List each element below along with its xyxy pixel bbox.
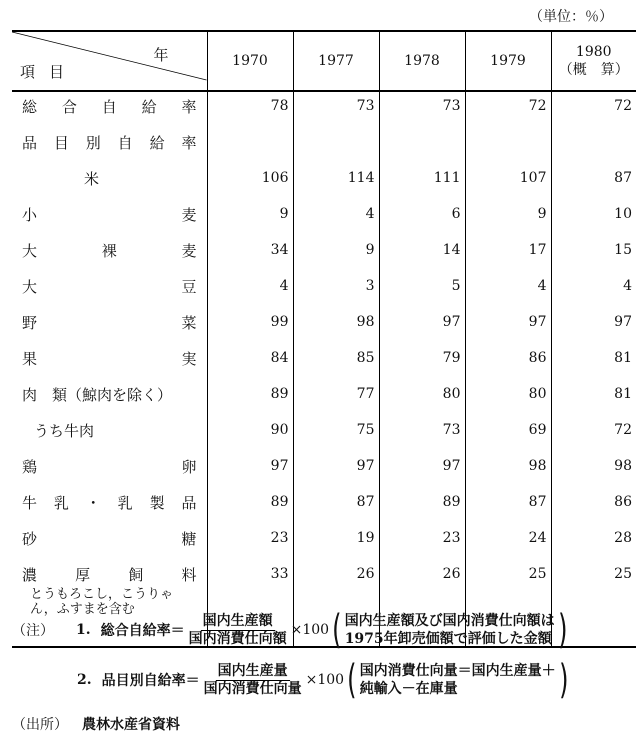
value-cell: 72: [551, 91, 636, 128]
value-cell: 77: [293, 380, 379, 416]
source-label: （出所）: [12, 717, 68, 733]
unit-label: （単位：％）: [529, 9, 613, 25]
value-cell: 89: [379, 488, 465, 524]
value-cell: 69: [465, 416, 551, 452]
value-cell: [207, 128, 293, 164]
row-note: とうもろこし，こうりゃん，ふすまを含む: [30, 587, 174, 617]
value-cell: 87: [293, 488, 379, 524]
value-cell: 98: [551, 452, 636, 488]
table-row: [12, 488, 636, 524]
row-label: 総 合 自 給 率: [22, 98, 197, 116]
value-cell: 97: [551, 308, 636, 344]
value-cell: 26: [293, 560, 379, 647]
value-cell: 4: [551, 272, 636, 308]
value-cell: 23: [379, 524, 465, 560]
table-row: [12, 272, 636, 308]
source-text: 農林水産省資料: [82, 717, 180, 733]
value-cell: 73: [293, 91, 379, 128]
table-row: [12, 164, 636, 200]
year-header: 1980 （概 算）: [551, 31, 636, 91]
value-cell: 81: [551, 344, 636, 380]
value-cell: 80: [379, 380, 465, 416]
value-cell: 84: [207, 344, 293, 380]
value-cell: 6: [379, 200, 465, 236]
value-cell: 79: [379, 344, 465, 380]
row-label: 果 実: [22, 350, 197, 368]
table-row: [12, 380, 636, 416]
value-cell: 10: [551, 200, 636, 236]
value-cell: 107: [465, 164, 551, 200]
value-cell: 72: [551, 416, 636, 452]
value-cell: 97: [293, 452, 379, 488]
value-cell: 89: [207, 380, 293, 416]
value-cell: 80: [465, 380, 551, 416]
value-cell: 4: [465, 272, 551, 308]
value-cell: 23: [207, 524, 293, 560]
value-cell: 9: [465, 200, 551, 236]
note-2-label: 品目別自給率＝: [101, 673, 200, 689]
value-cell: 97: [465, 308, 551, 344]
note-2-explanation: 国内消費仕向量＝国内生産量＋ 純輸入－在庫量: [359, 663, 556, 697]
value-cell: 89: [207, 488, 293, 524]
value-cell: 25: [465, 560, 551, 647]
row-label: 鶏 卵: [22, 458, 197, 476]
value-cell: 75: [293, 416, 379, 452]
value-cell: 34: [207, 236, 293, 272]
row-label: 牛 乳 ・ 乳 製 品: [22, 494, 197, 512]
value-cell: 114: [293, 164, 379, 200]
year-header: 1977: [293, 31, 379, 91]
value-cell: 98: [293, 308, 379, 344]
corner-header: [12, 31, 207, 91]
table-row: [12, 524, 636, 560]
row-label: 濃 厚 飼 料 とうもろこし，こうりゃん，ふすまを含む: [12, 560, 207, 647]
value-cell: 14: [379, 236, 465, 272]
row-label: うち牛肉: [34, 422, 95, 440]
paren-open-icon: (: [332, 607, 342, 653]
value-cell: 28: [551, 524, 636, 560]
value-cell: 85: [293, 344, 379, 380]
row-label: 野 菜: [22, 314, 197, 332]
row-label: 大 裸 麦: [22, 242, 197, 260]
value-cell: [465, 128, 551, 164]
note-1-number: 1.: [76, 622, 91, 638]
value-cell: 99: [207, 308, 293, 344]
table-row: [12, 128, 636, 164]
table-row: [12, 416, 636, 452]
table-row: [12, 344, 636, 380]
value-cell: 97: [207, 452, 293, 488]
row-label: 大 豆: [22, 278, 197, 296]
corner-item-label: 項目: [20, 63, 79, 81]
value-cell: 98: [465, 452, 551, 488]
value-cell: 17: [465, 236, 551, 272]
value-cell: 86: [465, 344, 551, 380]
row-label: 小 麦: [22, 206, 197, 224]
table-row: [12, 452, 636, 488]
value-cell: 26: [379, 560, 465, 647]
value-cell: [551, 128, 636, 164]
paren-close-icon: ): [558, 657, 569, 703]
table-row: [12, 308, 636, 344]
value-cell: 97: [379, 308, 465, 344]
row-label: 品 目 別 自 給 率: [22, 134, 197, 152]
value-cell: 73: [379, 91, 465, 128]
value-cell: 33: [207, 560, 293, 647]
value-cell: 73: [379, 416, 465, 452]
value-cell: 25: [551, 560, 636, 647]
value-cell: 90: [207, 416, 293, 452]
self-sufficiency-table: [12, 30, 636, 653]
note-1-fraction: $\frac{\text{国内生産額}}{\text{国内消費仕向額}}$: [188, 612, 287, 647]
value-cell: 111: [379, 164, 465, 200]
value-cell: 9: [207, 200, 293, 236]
note-marker: （注）: [12, 623, 54, 639]
value-cell: 4: [293, 200, 379, 236]
value-cell: 86: [551, 488, 636, 524]
year-header: 1970: [207, 31, 293, 91]
note-1-label: 総合自給率＝: [100, 623, 185, 639]
note-2-fraction: $\frac{\text{国内生産量}}{\text{国内消費仕向量}}$: [203, 662, 302, 697]
value-cell: 78: [207, 91, 293, 128]
value-cell: 3: [293, 272, 379, 308]
note-2-mult: ×100: [305, 672, 345, 688]
year-header: 1979: [465, 31, 551, 91]
table-row: [12, 200, 636, 236]
value-cell: 5: [379, 272, 465, 308]
note-1-mult: ×100: [290, 622, 330, 638]
value-cell: 19: [293, 524, 379, 560]
year-header: 1978: [379, 31, 465, 91]
row-label: 砂 糖: [22, 530, 197, 548]
table-row: [12, 236, 636, 272]
row-label: 肉 類（鯨肉を除く）: [22, 386, 173, 404]
header-row: [12, 31, 636, 91]
value-cell: 87: [465, 488, 551, 524]
value-cell: 4: [207, 272, 293, 308]
value-cell: 106: [207, 164, 293, 200]
value-cell: 87: [551, 164, 636, 200]
corner-year-label: 年: [153, 46, 169, 64]
value-cell: 72: [465, 91, 551, 128]
value-cell: [379, 128, 465, 164]
value-cell: 15: [551, 236, 636, 272]
value-cell: 9: [293, 236, 379, 272]
value-cell: [293, 128, 379, 164]
value-cell: 24: [465, 524, 551, 560]
row-label: 米: [84, 170, 100, 188]
paren-close-icon: ): [557, 607, 568, 653]
value-cell: 81: [551, 380, 636, 416]
value-cell: 97: [379, 452, 465, 488]
paren-open-icon: (: [347, 657, 357, 703]
note-1-explanation: 国内生産額及び国内消費仕向額は 1975年卸売価額で評価した金額: [344, 613, 555, 647]
table-row: [12, 91, 636, 128]
note-2-number: 2.: [77, 672, 92, 688]
